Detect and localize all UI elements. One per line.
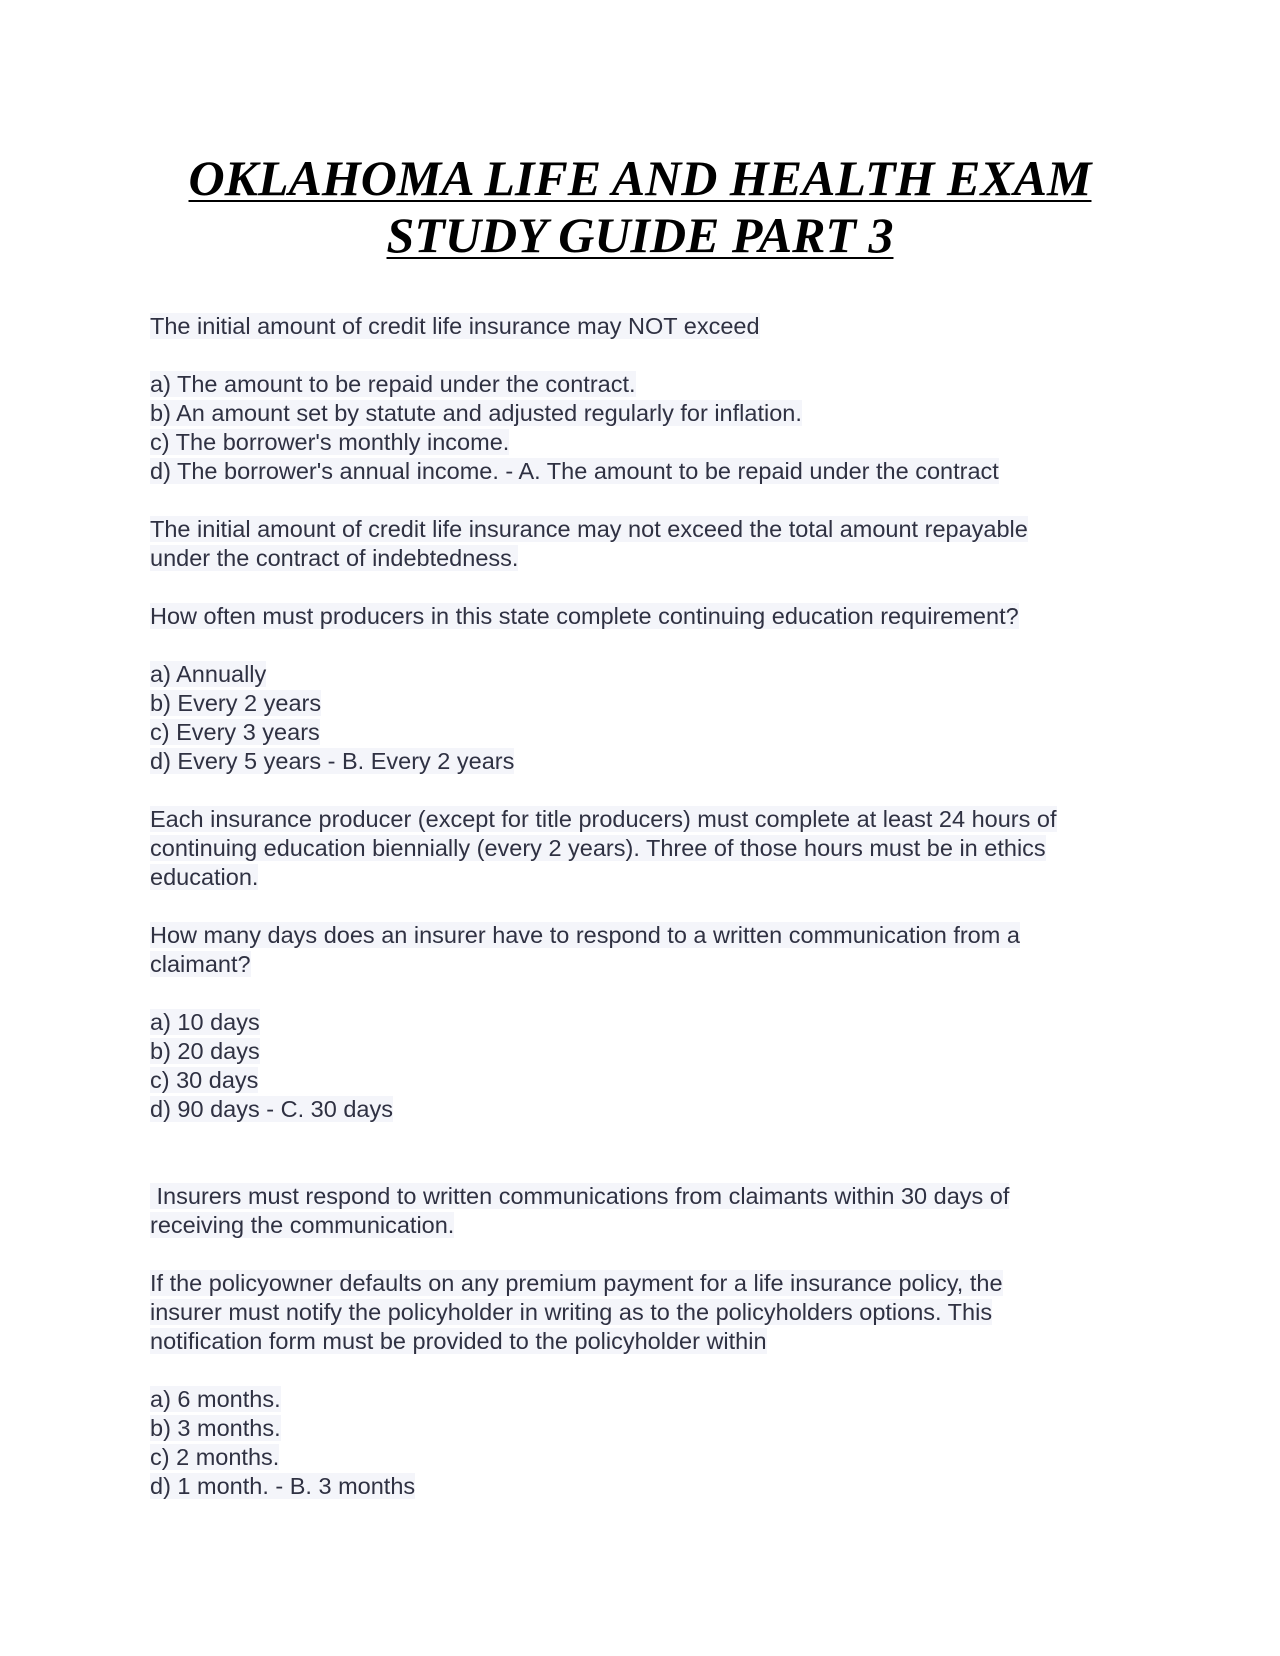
question-text: claimant?	[150, 951, 251, 977]
title-line-2: STUDY GUIDE PART 3	[386, 207, 894, 263]
explanation-text: Each insurance producer (except for title producers) must complete at least 24 hours of	[150, 806, 1057, 832]
answer-option-with-answer: d) Every 5 years - B. Every 2 years	[150, 748, 515, 774]
question-text: The initial amount of credit life insurance may NOT exceed	[150, 313, 760, 339]
question-text: How many days does an insurer have to respond to a written communication from a	[150, 922, 1020, 948]
question-block-1	[150, 312, 1130, 573]
explanation-text: continuing education biennially (every 2 years). Three of those hours must be in ethics	[150, 835, 1046, 861]
answer-option: c) The borrower's monthly income.	[150, 429, 510, 455]
answer-option: a) 6 months.	[150, 1386, 281, 1412]
answer-option: b) Every 2 years	[150, 690, 322, 716]
question-text: How often must producers in this state complete continuing education requirement?	[150, 603, 1019, 629]
answer-option: b) 20 days	[150, 1038, 260, 1064]
answer-option: a) 10 days	[150, 1009, 260, 1035]
explanation-text: education.	[150, 864, 259, 890]
document-body	[150, 312, 1130, 1501]
explanation-text: The initial amount of credit life insurance may not exceed the total amount repayable	[150, 516, 1028, 542]
question-text: notification form must be provided to the policyholder within	[150, 1328, 767, 1354]
answer-option-with-answer: d) 1 month. - B. 3 months	[150, 1473, 416, 1499]
question-block-4	[150, 1269, 1130, 1501]
question-block-3	[150, 921, 1130, 1240]
question-block-2	[150, 602, 1130, 892]
explanation-text: Insurers must respond to written communications from claimants within 30 days of	[150, 1183, 1010, 1209]
answer-option: a) Annually	[150, 661, 267, 687]
answer-option: a) The amount to be repaid under the contract.	[150, 371, 636, 397]
answer-option: b) An amount set by statute and adjusted regularly for inflation.	[150, 400, 802, 426]
title-line-1: OKLAHOMA LIFE AND HEALTH EXAM	[188, 150, 1092, 206]
document-title	[150, 150, 1130, 264]
answer-option: c) Every 3 years	[150, 719, 320, 745]
answer-option: b) 3 months.	[150, 1415, 281, 1441]
question-text: insurer must notify the policyholder in writing as to the policyholders options. This	[150, 1299, 993, 1325]
answer-option-with-answer: d) 90 days - C. 30 days	[150, 1096, 393, 1122]
explanation-text: under the contract of indebtedness.	[150, 545, 519, 571]
question-text: If the policyowner defaults on any premium payment for a life insurance policy, the	[150, 1270, 1003, 1296]
answer-option-with-answer: d) The borrower's annual income. - A. The amount to be repaid under the contract	[150, 458, 999, 484]
answer-option: c) 30 days	[150, 1067, 259, 1093]
explanation-text: receiving the communication.	[150, 1212, 455, 1238]
answer-option: c) 2 months.	[150, 1444, 280, 1470]
